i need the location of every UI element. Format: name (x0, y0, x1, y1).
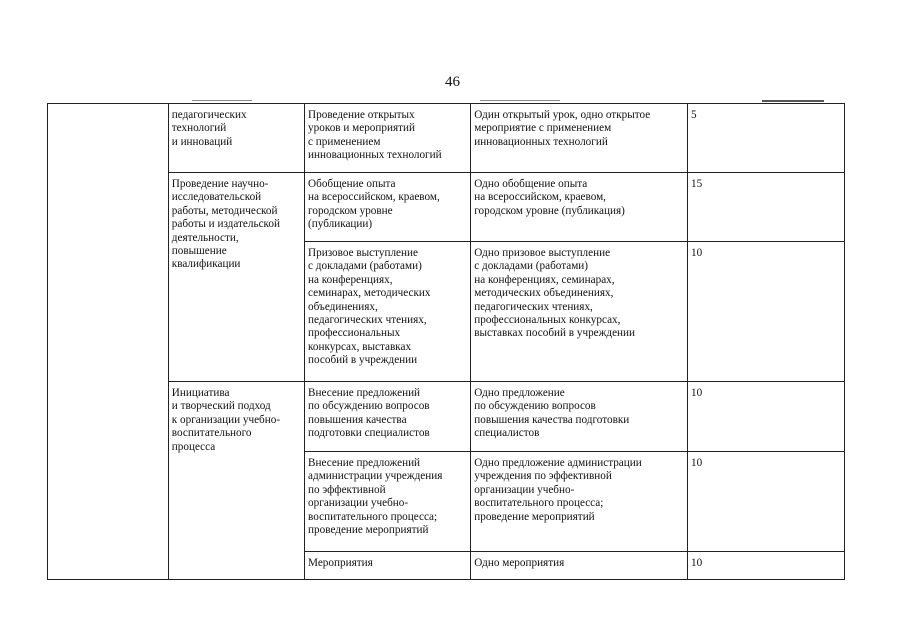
header-rule-center (480, 100, 560, 101)
criteria-table (47, 103, 845, 580)
measure-cell: Одно мероприятия (471, 552, 688, 580)
points-cell: 10 (688, 242, 845, 382)
points-cell: 5 (688, 104, 845, 173)
table-row (48, 104, 845, 173)
points-cell: 15 (688, 173, 845, 242)
indicator-cell: Обобщение опыта на всероссийском, краевом, городском уровне (публикации) (305, 173, 471, 242)
measure-cell: Один открытый урок, одно открытое мероприятие с применением инновационных технологий (471, 104, 688, 173)
header-rule-left (192, 100, 252, 101)
indicator-cell: Призовое выступление с докладами (работами) на конференциях, семинарах, методических объединениях, педагогических чтениях, профессиональных конкурсах, выставках пособий в учреждении (305, 242, 471, 382)
measure-cell: Одно призовое выступление с докладами (работами) на конференциях, семинарах, методических объединениях, педагогических чтениях, профессиональных конкурсах, выставках пособий в учреждении (471, 242, 688, 382)
page-number: 46 (445, 74, 460, 90)
points-cell: 10 (688, 452, 845, 552)
points-cell: 10 (688, 382, 845, 452)
criterion-cell: педагогических технологий и инноваций (168, 104, 304, 173)
header-rule-right (762, 100, 824, 102)
measure-cell: Одно обобщение опыта на всероссийском, краевом, городском уровне (публикация) (471, 173, 688, 242)
measure-cell: Одно предложение по обсуждению вопросов повышения качества подготовки специалистов (471, 382, 688, 452)
indicator-cell: Проведение открытых уроков и мероприятий с применением инновационных технологий (305, 104, 471, 173)
criterion-cell: Инициатива и творческий подход к организации учебно- воспитательного процесса (168, 382, 304, 580)
points-cell: 10 (688, 552, 845, 580)
position-cell-empty (48, 104, 169, 580)
indicator-cell: Внесение предложений администрации учреждения по эффективной организации учебно- воспитательного процесса; проведение мероприятий (305, 452, 471, 552)
measure-cell: Одно предложение администрации учреждения по эффективной организации учебно- воспитательного процесса; проведение мероприятий (471, 452, 688, 552)
criterion-cell: Проведение научно- исследовательской работы, методической работы и издательской деятельности, повышение квалификации (168, 173, 304, 382)
indicator-cell: Внесение предложений по обсуждению вопросов повышения качества подготовки специалистов (305, 382, 471, 452)
indicator-cell: Мероприятия (305, 552, 471, 580)
